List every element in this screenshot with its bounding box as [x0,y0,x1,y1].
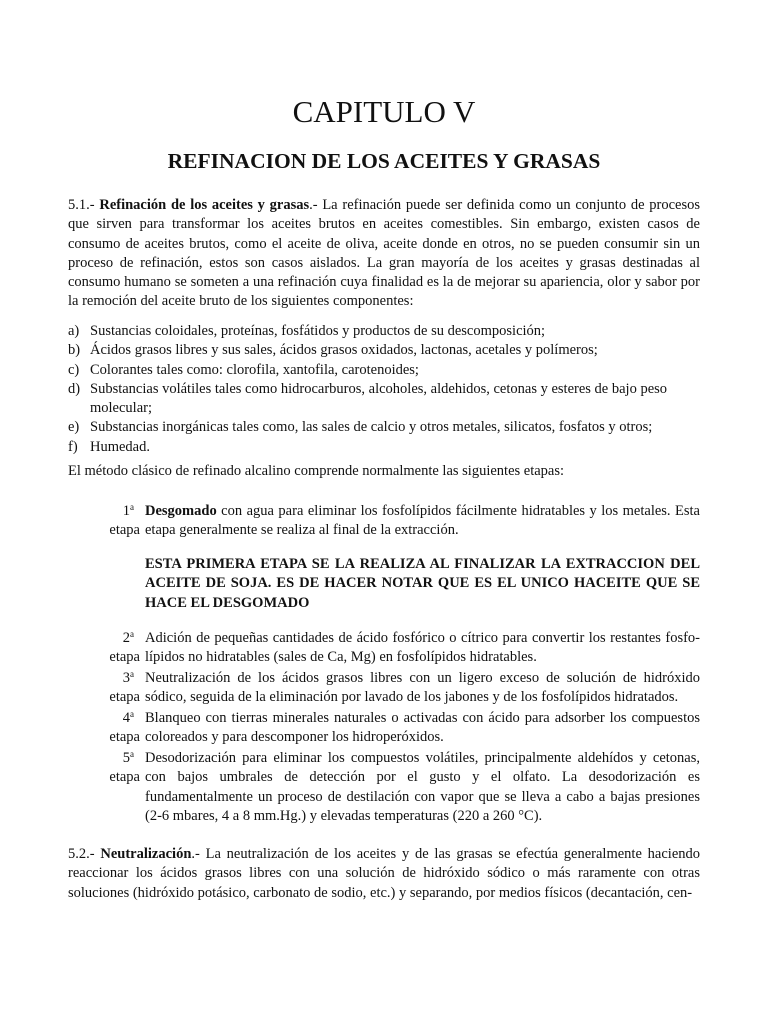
stage-text: Adición de pequeñas cantidades de ácido fosfórico o cítrico para convertir los restantes fosfo-lípidos no hidratables (sales de Ca, Mg) en fosfolípidos hidratables. [145,630,700,666]
list-item [68,361,700,380]
stage-2 [100,629,700,668]
stage-1 [100,502,700,541]
section-5-1-heading: Refinación de los aceites y grasas [99,197,310,213]
list-item-text: Substancias inorgánicas tales como, las sales de calcio y otros metales, silicatos, fosfatos y otros; [90,419,653,436]
list-item [68,322,700,341]
stage-text: Desgomado con agua para eliminar los fosfolípidos fácilmente hidratables y los metales. Esta etapa generalmente se realiza al final de la extracción. [145,503,700,539]
stage-text: Blanqueo con tierras minerales naturales o activadas con ácido para adsorber los compuestos coloreados y para descomponer los hidroperóxidos. [145,710,700,746]
stage-text: Desodorización para eliminar los compuestos volátiles, principalmente aldehídos y cetonas, con bajos umbrales de detección por el gusto y el olfato. La desodorización es fundamentalmente un proceso de destilación con vapor que se lleva a cabo a bajas presiones (2-6 mbares, 4 a 8 mm.Hg.) y elevadas temperaturas (220 a 260 °C). [145,750,700,824]
stage-word: etapa [109,522,140,539]
chapter-heading: CAPITULO V [292,94,476,129]
chapter-title: REFINACION DE LOS ACEITES Y GRASAS [167,149,601,173]
stage-3 [100,669,700,708]
list-item-text: Ácidos grasos libres y sus sales, ácidos grasos oxidados, lactonas, acetales y polímeros; [90,342,598,359]
stage-number: 2$^a$ etapa [100,629,140,668]
list-item-label: f) [68,438,78,455]
list-item-label: b) [68,342,81,359]
section-5-1-paragraph [68,196,700,312]
list-item-text: Substancias volátiles tales como hidrocarburos, alcoholes, aldehidos, cetonas y esteres de bajo peso molecular; [90,380,668,417]
method-intro: El método clásico de refinado alcalino comprende normalmente las siguientes etapas: [68,463,565,479]
list-item-text: Humedad. [90,438,150,455]
stage-number: 5$^a$ etapa [100,749,140,788]
stage-number: 3$^a$ etapa [100,669,140,708]
stage-number: 1$^a$ etapa [100,502,140,541]
stage-5 [100,749,700,826]
list-item [68,438,700,457]
stage-word: etapa [109,729,140,746]
list-item-text: Colorantes tales como: clorofila, xantofila, carotenoides; [90,361,419,378]
section-5-2-paragraph [68,845,700,903]
stage-number: 4$^a$ etapa [100,709,140,748]
stage-4 [100,709,700,748]
list-item [68,341,700,360]
list-item [68,380,700,419]
section-5-1-text: .- La refinación puede ser definida como un conjunto de procesos que sirven para transformar los aceites brutos en aceites comestibles. Sin embargo, existen casos de consumo de aceites brutos, como el aceite de oliva, aceite donde en otros, no se pueden consumir sin un proceso de refinación, estos son casos aislados. La gran mayoría de los aceites y grasas destinadas al consumo humano se someten a una refinación cuya finalidad es la de mejorar su apariencia, olor y sabor por la remoción del aceite bruto de los siguientes componentes: [68,197,700,310]
emphasis-note: ESTA PRIMERA ETAPA SE LA REALIZA AL FINALIZAR LA EXTRACCION DEL ACEITE DE SOJA. ES DE HACER NOTAR QUE ES EL UNICO HACEITE QUE SE HACE EL DESGOMADO [145,556,700,611]
section-5-2-text: .- La neutralización de los aceites y de las grasas se efectúa generalmente haciendo reaccionar los ácidos grasos libres con una solución de hidróxido sódico o más raramente con otras soluciones (hidróxido potásico, carbonato de sodio, etc.) y separando, por medios físicos (decantación, cen- [68,846,701,901]
section-5-2-number: 5.2.- [68,846,95,862]
section-5-1-number: 5.1.- [68,197,95,213]
components-list [68,322,700,457]
list-item-label: a) [68,323,80,339]
stage-text: Neutralización de los ácidos grasos libres con un ligero exceso de solución de hidróxido sódico, seguida de la eliminación por lavado de los jabones y de los fosfolípidos hidratados. [145,670,700,706]
stage-word: etapa [109,769,140,786]
list-item-label: d) [68,380,81,397]
list-item [68,418,700,437]
stage-word: etapa [109,689,140,706]
list-item-text: Sustancias coloidales, proteínas, fosfátidos y productos de su descomposición; [90,323,546,339]
list-item-label: e) [68,419,80,436]
list-item-label: c) [68,361,80,378]
stage-heading: Desgomado [145,503,217,519]
stage-word: etapa [109,649,140,666]
section-5-2-heading: Neutralización [100,846,192,862]
